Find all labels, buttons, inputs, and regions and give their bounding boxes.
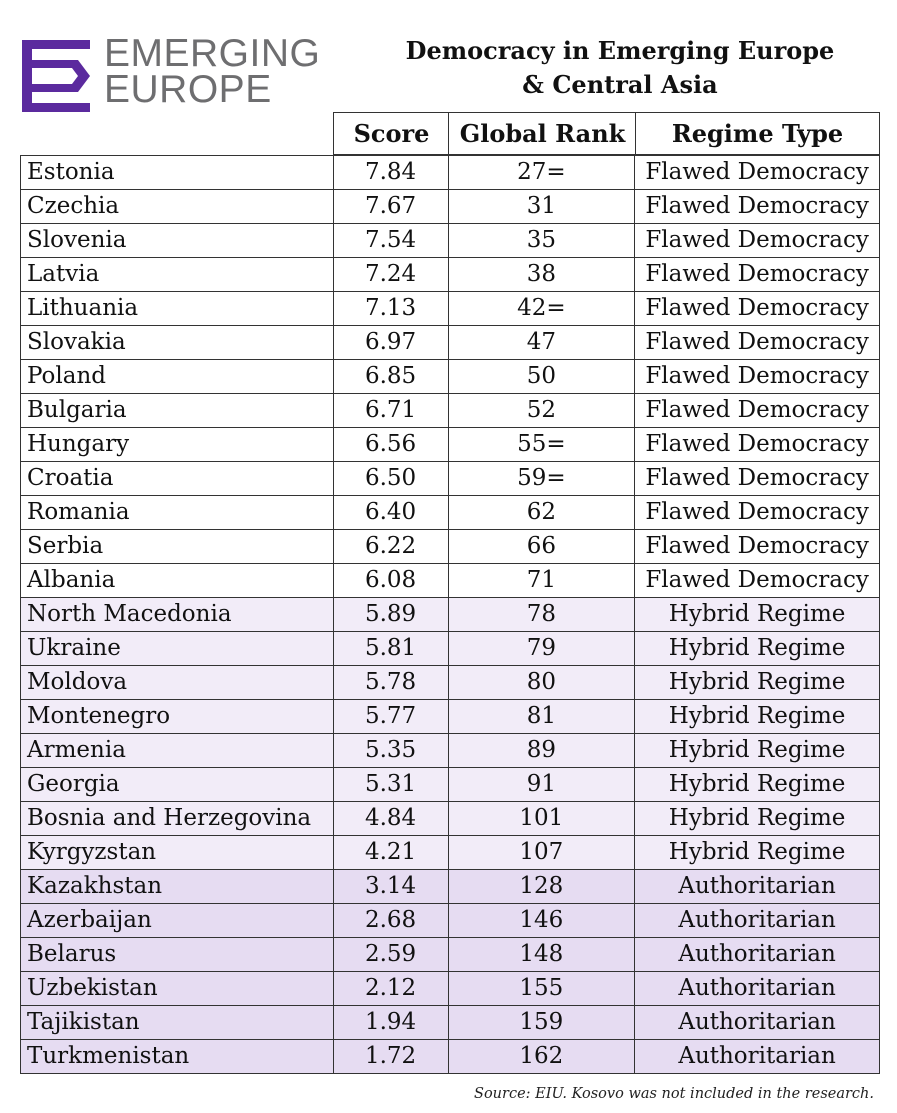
table-row [21, 734, 880, 768]
score-cell: 6.97 [333, 326, 448, 360]
rank-cell: 31 [448, 190, 635, 224]
rank-cell: 71 [448, 564, 635, 598]
regime-cell: Flawed Democracy [635, 428, 880, 462]
regime-cell: Flawed Democracy [635, 360, 880, 394]
rank-cell: 27= [448, 156, 635, 190]
score-cell: 7.84 [333, 156, 448, 190]
country-cell: Ukraine [21, 632, 334, 666]
score-cell: 5.77 [333, 700, 448, 734]
country-cell: Poland [21, 360, 334, 394]
rank-cell: 81 [448, 700, 635, 734]
country-cell: Belarus [21, 938, 334, 972]
score-cell: 1.72 [333, 1040, 448, 1074]
title-line-2: & Central Asia [522, 70, 718, 99]
score-cell: 7.24 [333, 258, 448, 292]
score-cell: 6.56 [333, 428, 448, 462]
democracy-table [20, 155, 880, 1074]
table-row [21, 462, 880, 496]
score-cell: 6.40 [333, 496, 448, 530]
regime-cell: Flawed Democracy [635, 394, 880, 428]
table-row [21, 802, 880, 836]
score-cell: 2.59 [333, 938, 448, 972]
country-cell: Bosnia and Herzegovina [21, 802, 334, 836]
rank-cell: 80 [448, 666, 635, 700]
table-row [21, 598, 880, 632]
table-row [21, 972, 880, 1006]
table-row [21, 564, 880, 598]
regime-cell: Authoritarian [635, 1006, 880, 1040]
country-cell: Tajikistan [21, 1006, 334, 1040]
regime-cell: Flawed Democracy [635, 292, 880, 326]
country-cell: Moldova [21, 666, 334, 700]
table-body [21, 156, 880, 1074]
regime-cell: Flawed Democracy [635, 462, 880, 496]
table-row [21, 156, 880, 190]
table-row [21, 870, 880, 904]
rank-cell: 47 [448, 326, 635, 360]
table-row [21, 1040, 880, 1074]
rank-cell: 101 [448, 802, 635, 836]
country-cell: Bulgaria [21, 394, 334, 428]
regime-cell: Authoritarian [635, 904, 880, 938]
emerging-europe-logo [22, 32, 322, 116]
country-cell: Latvia [21, 258, 334, 292]
score-cell: 6.22 [333, 530, 448, 564]
column-header-score: Score [333, 112, 449, 155]
logo-wordmark [104, 32, 321, 111]
rank-cell: 128 [448, 870, 635, 904]
country-cell: Slovakia [21, 326, 334, 360]
score-cell: 5.78 [333, 666, 448, 700]
score-cell: 4.21 [333, 836, 448, 870]
rank-cell: 35 [448, 224, 635, 258]
country-cell: Albania [21, 564, 334, 598]
country-cell: Hungary [21, 428, 334, 462]
regime-cell: Hybrid Regime [635, 802, 880, 836]
regime-cell: Authoritarian [635, 972, 880, 1006]
rank-cell: 59= [448, 462, 635, 496]
score-cell: 6.50 [333, 462, 448, 496]
table-row [21, 190, 880, 224]
country-cell: Uzbekistan [21, 972, 334, 1006]
rank-cell: 107 [448, 836, 635, 870]
regime-cell: Hybrid Regime [635, 598, 880, 632]
title-line-1: Democracy in Emerging Europe [405, 36, 835, 65]
rank-cell: 146 [448, 904, 635, 938]
regime-cell: Authoritarian [635, 870, 880, 904]
rank-cell: 162 [448, 1040, 635, 1074]
country-cell: Turkmenistan [21, 1040, 334, 1074]
regime-cell: Flawed Democracy [635, 496, 880, 530]
rank-cell: 78 [448, 598, 635, 632]
regime-cell: Authoritarian [635, 938, 880, 972]
country-cell: Montenegro [21, 700, 334, 734]
rank-cell: 159 [448, 1006, 635, 1040]
score-cell: 3.14 [333, 870, 448, 904]
table-row [21, 428, 880, 462]
column-header-global-rank: Global Rank [448, 112, 636, 155]
rank-cell: 89 [448, 734, 635, 768]
table-row [21, 632, 880, 666]
country-cell: Azerbaijan [21, 904, 334, 938]
regime-cell: Flawed Democracy [635, 224, 880, 258]
rank-cell: 42= [448, 292, 635, 326]
score-cell: 2.68 [333, 904, 448, 938]
regime-cell: Hybrid Regime [635, 700, 880, 734]
logo-line-2: EUROPE [104, 68, 272, 111]
column-header-regime-type: Regime Type [635, 112, 880, 155]
score-cell: 6.08 [333, 564, 448, 598]
country-cell: Slovenia [21, 224, 334, 258]
regime-cell: Hybrid Regime [635, 632, 880, 666]
table-row [21, 700, 880, 734]
table-row [21, 292, 880, 326]
table-row [21, 768, 880, 802]
regime-cell: Flawed Democracy [635, 190, 880, 224]
regime-cell: Flawed Democracy [635, 564, 880, 598]
rank-cell: 66 [448, 530, 635, 564]
regime-cell: Hybrid Regime [635, 734, 880, 768]
score-cell: 5.35 [333, 734, 448, 768]
rank-cell: 55= [448, 428, 635, 462]
rank-cell: 91 [448, 768, 635, 802]
table-row [21, 394, 880, 428]
score-cell: 4.84 [333, 802, 448, 836]
country-cell: Kazakhstan [21, 870, 334, 904]
regime-cell: Flawed Democracy [635, 530, 880, 564]
table-row [21, 938, 880, 972]
rank-cell: 38 [448, 258, 635, 292]
country-cell: Armenia [21, 734, 334, 768]
page-title [360, 34, 880, 102]
rank-cell: 50 [448, 360, 635, 394]
country-cell: North Macedonia [21, 598, 334, 632]
regime-cell: Authoritarian [635, 1040, 880, 1074]
score-cell: 5.89 [333, 598, 448, 632]
table-row [21, 496, 880, 530]
regime-cell: Hybrid Regime [635, 836, 880, 870]
score-cell: 6.71 [333, 394, 448, 428]
rank-cell: 155 [448, 972, 635, 1006]
country-cell: Croatia [21, 462, 334, 496]
emerging-europe-logo-icon [22, 40, 92, 112]
country-cell: Georgia [21, 768, 334, 802]
score-cell: 6.85 [333, 360, 448, 394]
regime-cell: Hybrid Regime [635, 768, 880, 802]
regime-cell: Hybrid Regime [635, 666, 880, 700]
score-cell: 1.94 [333, 1006, 448, 1040]
score-cell: 5.31 [333, 768, 448, 802]
country-cell: Romania [21, 496, 334, 530]
regime-cell: Flawed Democracy [635, 156, 880, 190]
regime-cell: Flawed Democracy [635, 326, 880, 360]
source-note: Source: EIU. Kosovo was not included in the research. [474, 1086, 874, 1102]
score-cell: 7.13 [333, 292, 448, 326]
score-cell: 7.67 [333, 190, 448, 224]
table-row [21, 326, 880, 360]
score-cell: 5.81 [333, 632, 448, 666]
logo-line-1: EMERGING [104, 32, 321, 75]
table-row [21, 530, 880, 564]
country-cell: Estonia [21, 156, 334, 190]
rank-cell: 62 [448, 496, 635, 530]
rank-cell: 52 [448, 394, 635, 428]
table-row [21, 904, 880, 938]
score-cell: 2.12 [333, 972, 448, 1006]
table-row [21, 224, 880, 258]
table-row [21, 666, 880, 700]
regime-cell: Flawed Democracy [635, 258, 880, 292]
score-cell: 7.54 [333, 224, 448, 258]
country-cell: Czechia [21, 190, 334, 224]
table-row [21, 258, 880, 292]
country-cell: Serbia [21, 530, 334, 564]
rank-cell: 148 [448, 938, 635, 972]
table-row [21, 1006, 880, 1040]
rank-cell: 79 [448, 632, 635, 666]
country-cell: Lithuania [21, 292, 334, 326]
country-cell: Kyrgyzstan [21, 836, 334, 870]
table-row [21, 836, 880, 870]
table-row [21, 360, 880, 394]
